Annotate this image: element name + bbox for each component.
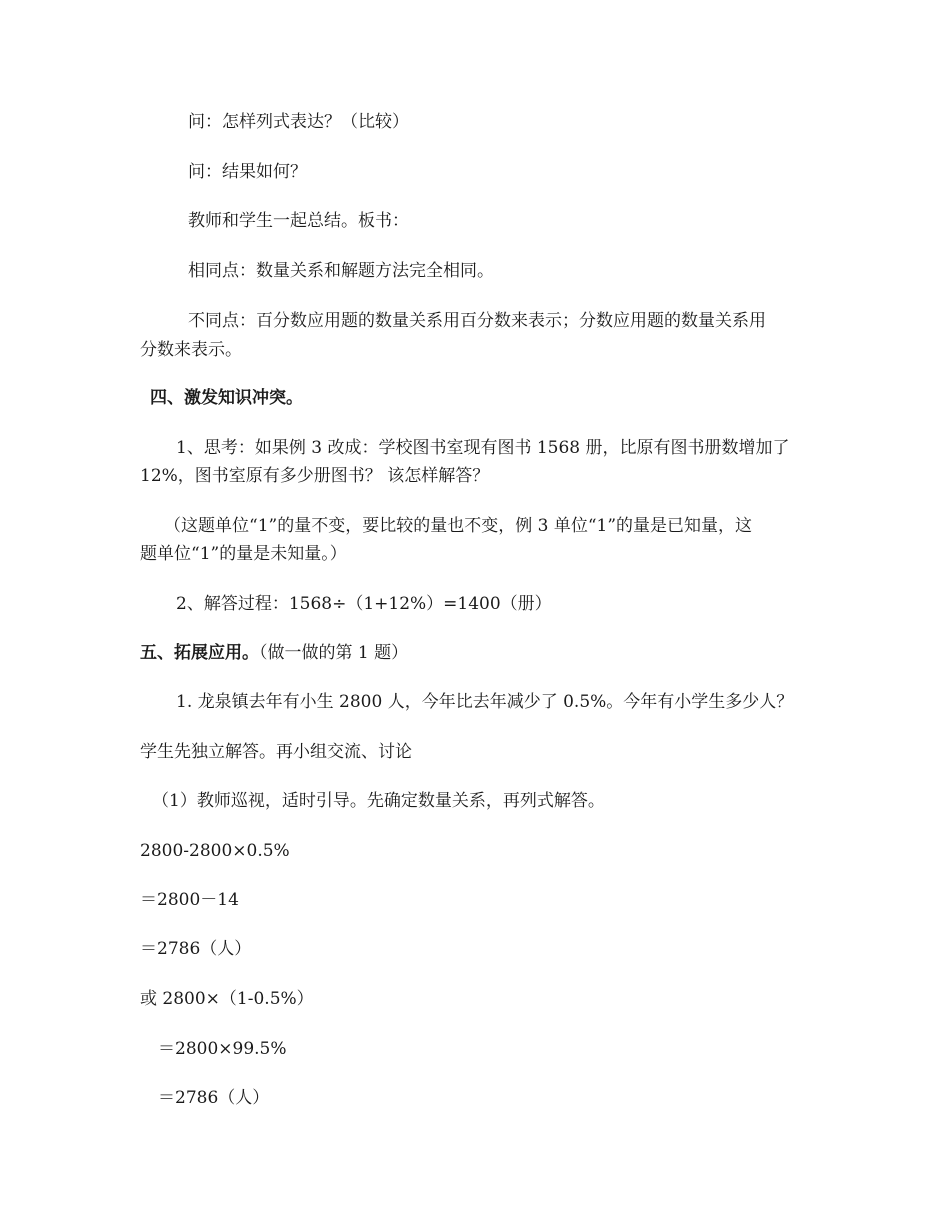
section-five-note: （做一做的第 1 题） [259, 643, 409, 663]
alt-calc-step-2: ＝2800×99.5% [158, 1039, 287, 1059]
question-how-to-express: 问：怎样列式表达？（比较） [188, 112, 409, 132]
calc-step-3: ＝2786（人） [140, 939, 252, 959]
analysis-note-line1: （这题单位“1”的量不变，要比较的量也不变，例 3 单位“1”的量是已知量，这 [164, 516, 753, 536]
question-result: 问：结果如何？ [188, 162, 307, 182]
teacher-guidance: （1）教师巡视，适时引导。先确定数量关系，再列式解答。 [152, 791, 605, 811]
solution-process: 2、解答过程：1568÷（1+12%）=1400（册） [176, 594, 552, 614]
calc-step-2: ＝2800－14 [140, 890, 239, 910]
analysis-note-line2: 题单位“1”的量是未知量。） [140, 544, 347, 564]
section-heading-five: 五、拓展应用。 [140, 643, 259, 663]
student-activity: 学生先独立解答。再小组交流、讨论 [140, 742, 412, 762]
difference-point-line2: 分数来表示。 [140, 340, 242, 360]
similarity-point: 相同点：数量关系和解题方法完全相同。 [188, 261, 494, 281]
summary-intro: 教师和学生一起总结。板书： [188, 211, 409, 231]
difference-point-line1: 不同点：百分数应用题的数量关系用百分数来表示；分数应用题的数量关系用 [188, 311, 766, 331]
alt-calc-step-1: 或 2800×（1-0.5%） [140, 989, 314, 1009]
section-heading-four: 四、激发知识冲突。 [150, 388, 303, 408]
think-question-line2: 12%，图书室原有多少册图书？ 该怎样解答？ [140, 466, 490, 486]
exercise-problem: 1. 龙泉镇去年有小生 2800 人，今年比去年减少了 0.5%。今年有小学生多少人？ [176, 692, 794, 712]
think-question-line1: 1、思考：如果例 3 改成：学校图书室现有图书 1568 册，比原有图书册数增加了 [176, 438, 790, 458]
alt-calc-step-3: ＝2786（人） [158, 1088, 270, 1108]
calc-step-1: 2800-2800×0.5% [140, 841, 290, 861]
